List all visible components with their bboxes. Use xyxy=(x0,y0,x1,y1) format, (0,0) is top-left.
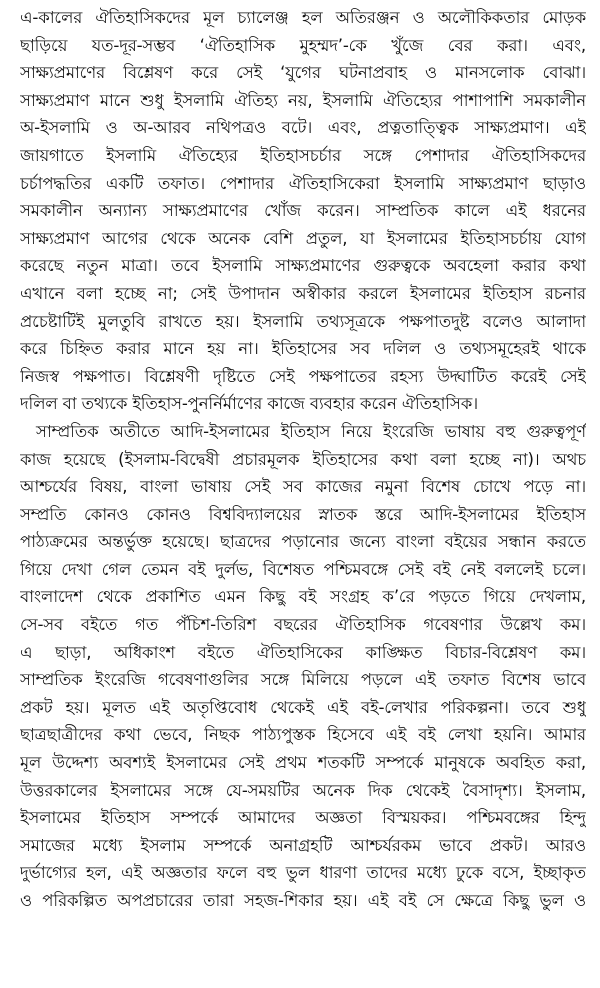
text-line: জায়গাতে ইসলামি ঐতিহ্যের ইতিহাসচর্চার সঙ্গে পেশাদার ঐতিহাসিকদের xyxy=(20,145,586,165)
text-line: সাম্প্রতিক অতীতে আদি-ইসলামের ইতিহাস নিয়ে ইংরেজি ভাষায় বহু গুরুত্বপূর্ণ xyxy=(36,421,586,441)
text-line: সাক্ষ্যপ্রমাণের বিশ্লেষণ করে সেই ‘যুগের ঘটনাপ্রবাহ ও মানসলোক বোঝা। xyxy=(20,63,586,83)
text-line: উত্তরকালের ইসলামের সঙ্গে যে-সময়টির অনেক দিক থেকেই বৈসাদৃশ্য। ইসলাম, xyxy=(20,780,586,800)
text-line: ছাড়িয়ে যত-দূর-সম্ভব ‘ঐতিহাসিক মুহম্মদ’-কে খুঁজে বের করা। এবং, xyxy=(20,35,586,55)
text-line: সে-সব বইতে গত পঁচিশ-তিরিশ বছরের ঐতিহাসিক গবেষণার উল্লেখ কম। xyxy=(20,615,586,635)
text-line: সম্প্রতি কোনও কোনও বিশ্ববিদ্যালয়ের স্নাতক স্তরে আদি-ইসলামের ইতিহাস xyxy=(20,504,586,524)
text-line: মূল উদ্দেশ্য অবশ্যই ইসলামের সেই প্রথম শতকটি সম্পর্কে মানুষকে অবহিত করা, xyxy=(20,753,586,773)
paragraph-1 xyxy=(20,4,586,418)
text-line: ছাত্রছাত্রীদের কথা ভেবে, নিছক পাঠ্যপুস্তক হিসেবে এই বই লেখা হয়নি। আমার xyxy=(20,725,586,745)
text-line: বাংলাদেশ থেকে প্রকাশিত এমন কিছু বই সংগ্রহ ক’রে পড়তে গিয়ে দেখলাম, xyxy=(20,587,586,607)
text-line: চর্চাপদ্ধতির একটি তফাত। পেশাদার ঐতিহাসিকেরা ইসলামি সাক্ষ্যপ্রমাণ ছাড়াও xyxy=(20,173,586,193)
text-line: ইসলামের ইতিহাস সম্পর্কে আমাদের অজ্ঞতা বিস্ময়কর। পশ্চিমবঙ্গের হিন্দু xyxy=(20,808,586,828)
text-line: পাঠ্যক্রমের অন্তর্ভুক্ত হয়েছে। ছাত্রদের পড়ানোর জন্যে বাংলা বইয়ের সন্ধান করতে xyxy=(20,532,586,552)
text-line: সমকালীন অন্যান্য সাক্ষ্যপ্রমাণের খোঁজ করেন। সাম্প্রতিক কালে এই ধরনের xyxy=(20,201,586,221)
text-line: সাম্প্রতিক ইংরেজি গবেষণাগুলির সঙ্গে মিলিয়ে পড়লে এই তফাত বিশেষ ভাবে xyxy=(20,670,586,690)
text-line: নিজস্ব পক্ষপাত। বিশ্লেষণী দৃষ্টিতে সেই পক্ষপাতের রহস্য উদ্ঘাটিত করেই সেই xyxy=(20,366,586,386)
text-line: এ-কালের ঐতিহাসিকদের মূল চ্যালেঞ্জ হল অতিরঞ্জন ও অলৌকিকতার মোড়ক xyxy=(20,8,586,27)
text-line: এ ছাড়া, অধিকাংশ বইতে ঐতিহাসিকের কাঙ্ক্ষিত বিচার-বিশ্লেষণ কম। xyxy=(20,642,586,662)
text-line: অ-ইসলামি ও অ-আরব নথিপত্রও বটে। এবং, প্রত্নতাত্ত্বিক সাক্ষ্যপ্রমাণ। এই xyxy=(20,118,586,138)
text-line: সাক্ষ্যপ্রমাণ আগের থেকে অনেক বেশি প্রতুল, যা ইসলামের ইতিহাসচর্চায় যোগ xyxy=(20,228,586,248)
text-line: দলিল বা তথ্যকে ইতিহাস-পুনর্নির্মাণের কাজে ব্যবহার করেন ঐতিহাসিক। xyxy=(20,394,478,414)
text-line: কাজ হয়েছে (ইসলাম-বিদ্বেষী প্রচারমূলক ইতিহাসের কথা বলা হচ্ছে না)। অথচ xyxy=(20,449,586,469)
text-line: সমাজের মধ্যে ইসলাম সম্পর্কে অনাগ্রহটি আশ্চর্যরকম ভাবে প্রকট। আরও xyxy=(20,835,586,855)
text-line: প্রকট হয়। মূলত এই অতৃপ্তিবোধ থেকেই এই বই-লেখার পরিকল্পনা। তবে শুধু xyxy=(20,697,586,717)
text-line: করেছে নতুন মাত্রা। তবে ইসলামি সাক্ষ্যপ্রমাণের গুরুত্বকে অবহেলা করার কথা xyxy=(20,256,586,276)
text-line: দুর্ভাগ্যের হল, এই অজ্ঞতার ফলে বহু ভুল ধারণা তাদের মধ্যে ঢুকে বসে, ইচ্ছাকৃত xyxy=(20,863,586,883)
text-line: গিয়ে দেখা গেল তেমন বই দুর্লভ, বিশেষত পশ্চিমবঙ্গে সেই বই নেই বললেই চলে। xyxy=(20,559,586,579)
text-line: এখানে বলা হচ্ছে না; সেই উপাদান অস্বীকার করলে ইসলামের ইতিহাস রচনার xyxy=(20,283,586,303)
text-line: আশ্চর্যের বিষয়, বাংলা ভাষায় সেই সব কাজের নমুনা বিশেষ চোখে পড়ে না। xyxy=(20,477,586,497)
text-line: করে চিহ্নিত করার মানে হয় না। ইতিহাসের সব দলিল ও তথ্যসমূহেরই থাকে xyxy=(20,339,586,359)
text-line: প্রচেষ্টাটিই মুলতুবি রাখতে হয়। ইসলামি তথ্যসূত্রকে পক্ষপাতদুষ্ট বলেও আলাদা xyxy=(20,311,586,331)
text-line: সাক্ষ্যপ্রমাণ মানে শুধু ইসলামি ঐতিহ্য নয়, ইসলামি ঐতিহ্যের পাশাপাশি সমকালীন xyxy=(20,90,586,110)
text-line: ও পরিকল্পিত অপপ্রচারের তারা সহজ-শিকার হয়। এই বই সে ক্ষেত্রে কিছু ভুল ও xyxy=(20,891,586,910)
paragraph-2 xyxy=(20,418,586,915)
